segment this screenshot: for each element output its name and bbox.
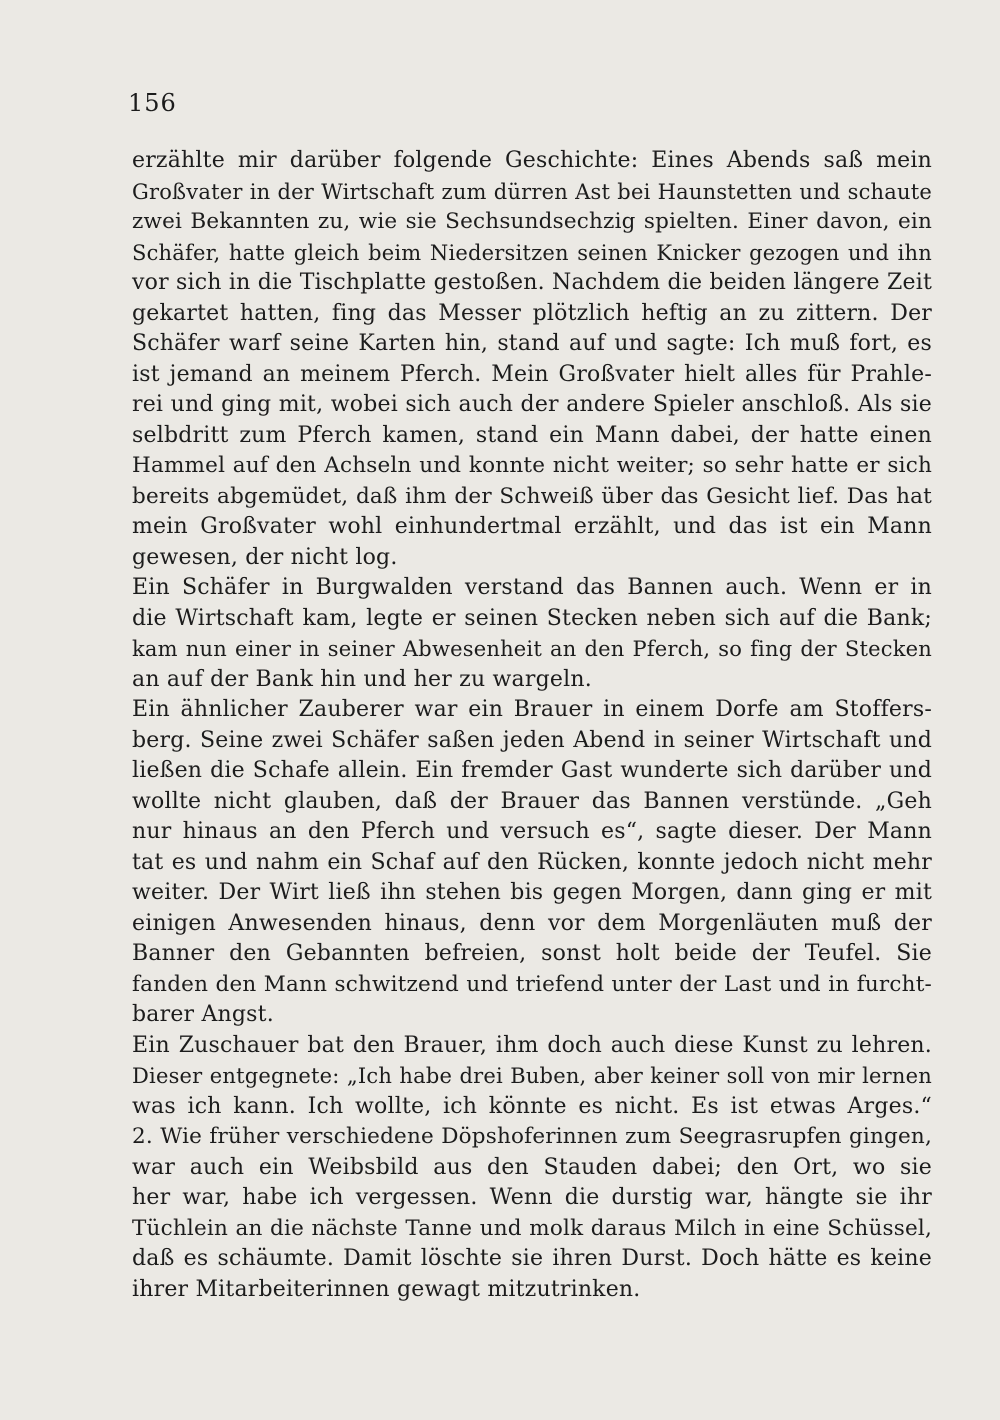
text-line: tat es und nahm ein Schaf auf den Rücken, konnte jedoch nicht mehr xyxy=(132,849,932,875)
text-line: selbdritt zum Pferch kamen, stand ein Mann dabei, der hatte einen xyxy=(132,422,932,448)
text-line: mein Großvater wohl einhundertmal erzählt, und das ist ein Mann xyxy=(132,514,932,539)
text-line: was ich kann. Ich wollte, ich könnte es nicht. Es ist etwas Arges.“ xyxy=(132,1093,932,1119)
text-line: daß es schäumte. Damit löschte sie ihren Durst. Doch hätte es keine xyxy=(132,1246,932,1271)
text-line: rei und ging mit, wobei sich auch der andere Spieler anschloß. Als sie xyxy=(132,392,932,417)
text-line: Ein ähnlicher Zauberer war ein Brauer in einem Dorfe am Stoffers- xyxy=(132,697,932,722)
text-line: zwei Bekannten zu, wie sie Sechsundsechzig spielten. Einer davon, ein xyxy=(132,209,932,234)
text-line: ihrer Mitarbeiterinnen gewagt mitzutrinken. xyxy=(132,1276,641,1302)
text-line: Banner den Gebannten befreien, sonst holt beide der Teufel. Sie xyxy=(132,941,932,966)
text-line: fanden den Mann schwitzend und triefend unter der Last und in furcht- xyxy=(132,971,932,997)
text-line: Ein Schäfer in Burgwalden verstand das Bannen auch. Wenn er in xyxy=(132,575,932,600)
text-line: Schäfer warf seine Karten hin, stand auf und sagte: Ich muß fort, es xyxy=(132,331,932,356)
text-line: Großvater in der Wirtschaft zum dürren Ast bei Haunstetten und schaute xyxy=(132,179,932,204)
text-line: bereits abgemüdet, daß ihm der Schweiß über das Gesicht lief. Das hat xyxy=(132,483,932,509)
text-line: vor sich in die Tischplatte gestoßen. Nachdem die beiden längere Zeit xyxy=(132,270,932,295)
text-line: wollte nicht glauben, daß der Brauer das Bannen verstünde. „Geh xyxy=(132,788,932,814)
text-line: gewesen, der nicht log. xyxy=(132,544,398,570)
text-line: die Wirtschaft kam, legte er seinen Stecken neben sich auf die Bank; xyxy=(132,605,932,631)
text-line: erzählte mir darüber folgende Geschichte: Eines Abends saß mein xyxy=(132,148,932,173)
text-line: an auf der Bank hin und her zu wargeln. xyxy=(132,666,592,692)
text-line: Dieser entgegnete: „Ich habe drei Buben, aber keiner soll von mir lernen xyxy=(132,1064,932,1088)
text-line: weiter. Der Wirt ließ ihn stehen bis gegen Morgen, dann ging er mit xyxy=(132,880,932,905)
text-line: gekartet hatten, fing das Messer plötzlich heftig an zu zittern. Der xyxy=(132,300,932,326)
page-number: 156 xyxy=(128,89,177,117)
text-line: nur hinaus an den Pferch und versuch es“, sagte dieser. Der Mann xyxy=(132,819,932,844)
text-line: Schäfer, hatte gleich beim Niedersitzen seinen Knicker gezogen und ihn xyxy=(132,240,932,265)
text-line: barer Angst. xyxy=(132,1002,274,1027)
text-line: her war, habe ich vergessen. Wenn die durstig war, hängte sie ihr xyxy=(132,1185,932,1210)
text-line: ließen die Schafe allein. Ein fremder Gast wunderte sich darüber und xyxy=(132,758,932,783)
text-line: war auch ein Weibsbild aus den Stauden dabei; den Ort, wo sie xyxy=(132,1154,932,1180)
text-line: ist jemand an meinem Pferch. Mein Großvater hielt alles für Prahle- xyxy=(132,361,932,387)
text-line: berg. Seine zwei Schäfer saßen jeden Abend in seiner Wirtschaft und xyxy=(132,727,932,753)
body-text xyxy=(132,146,932,1305)
text-line: kam nun einer in seiner Abwesenheit an den Pferch, so fing der Stecken xyxy=(132,637,932,661)
text-line: Hammel auf den Achseln und konnte nicht weiter; so sehr hatte er sich xyxy=(132,453,932,478)
text-line: Tüchlein an die nächste Tanne und molk daraus Milch in eine Schüssel, xyxy=(132,1215,932,1241)
text-line: 2. Wie früher verschiedene Döpshoferinnen zum Seegrasrupfen gingen, xyxy=(132,1124,932,1149)
text-line: Ein Zuschauer bat den Brauer, ihm doch auch diese Kunst zu lehren. xyxy=(132,1032,932,1058)
text-line: einigen Anwesenden hinaus, denn vor dem Morgenläuten muß der xyxy=(132,910,932,936)
